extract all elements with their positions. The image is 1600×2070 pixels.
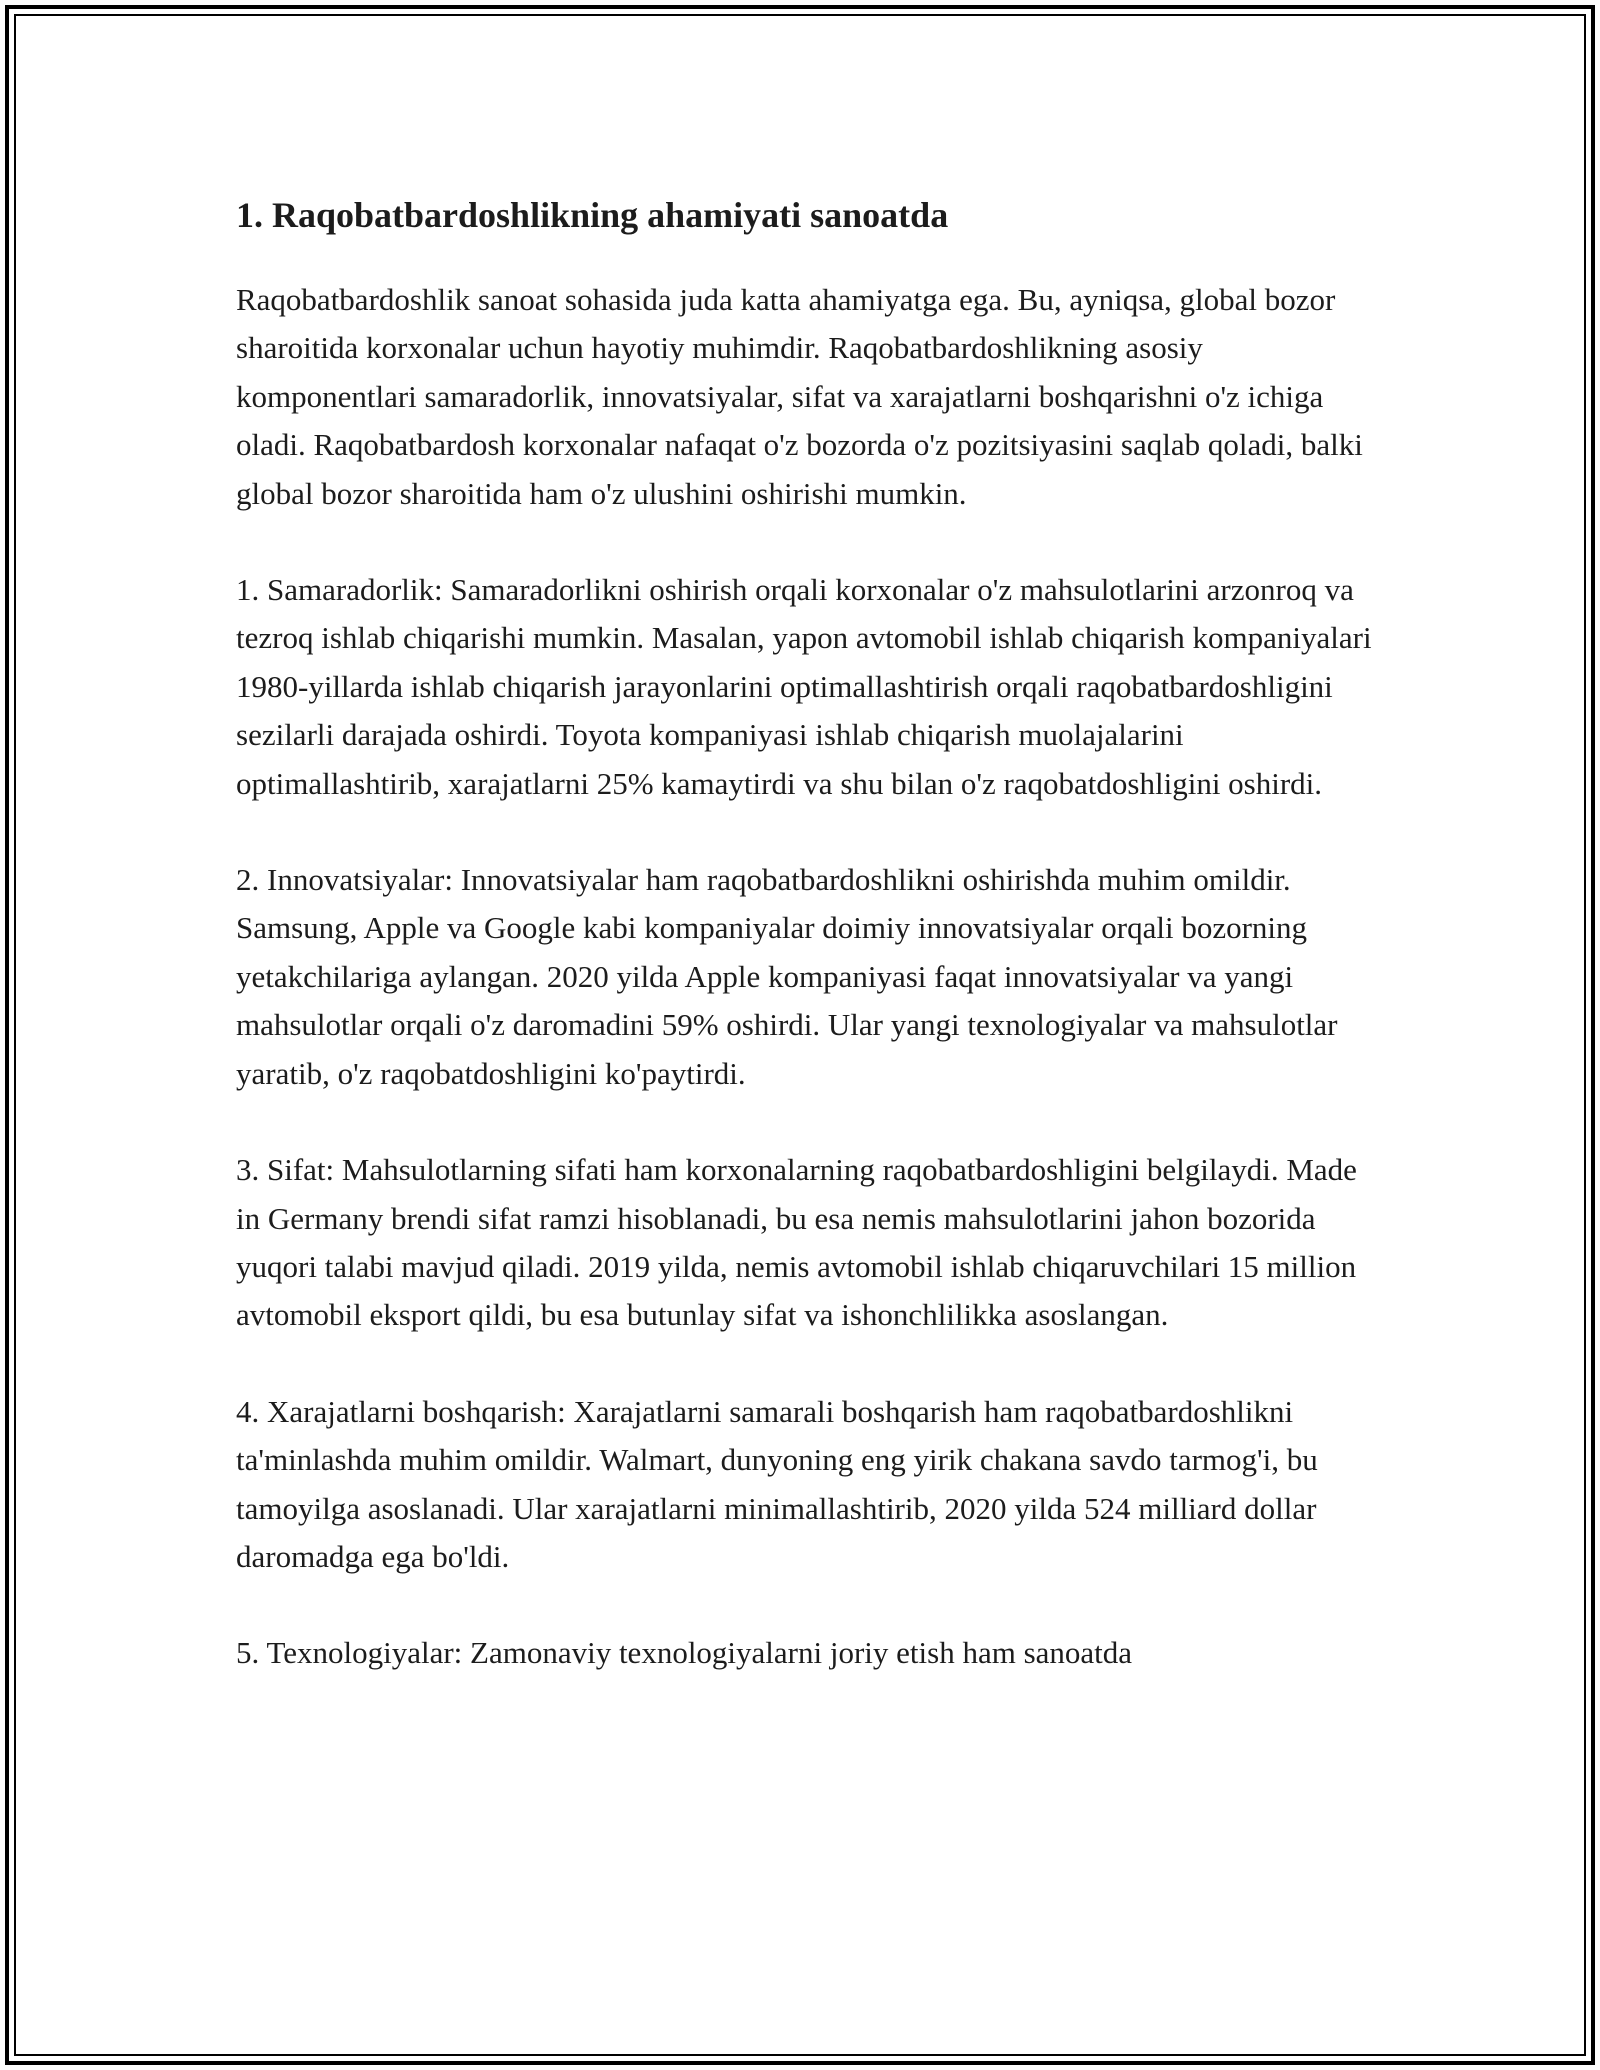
document-page [236,186,1386,1726]
paragraph-cost-management: 4. Xarajatlarni boshqarish: Xarajatlarni samarali boshqarish ham raqobatbardoshlikni ta'minlashda muhim omildir. Walmart, dunyoning eng yirik chakana savdo tarmog'i, bu tamoyilga asoslanadi. Ular xarajatlarni minimallashtirib, 2020 yilda 524 milliard dollar daromadga ega bo'ldi. [236,1393,1318,1574]
intro-paragraph: Raqobatbardoshlik sanoat sohasida juda katta ahamiyatga ega. Bu, ayniqsa, global bozor sharoitida korxonalar uchun hayotiy muhimdir. Raqobatbardoshlikning asosiy komponentlari samaradorlik, innovatsiyalar, sifat va xarajatlarni boshqarishni o'z ichiga oladi. Raqobatbardosh korxonalar nafaqat o'z bozorda o'z pozitsiyasini saqlab qoladi, balki global bozor sharoitida ham o'z ulushini oshirishi mumkin. [236,282,1363,511]
paragraph-efficiency: 1. Samaradorlik: Samaradorlikni oshirish orqali korxonalar o'z mahsulotlarini arzonroq va tezroq ishlab chiqarishi mumkin. Masalan, yapon avtomobil ishlab chiqarish kompaniyalari 1980-yillarda ishlab chiqarish jarayonlarini optimallashtirish orqali raqobatbardoshligini sezilarli darajada oshirdi. Toyota kompaniyasi ishlab chiqarish muolajalarini optimallashtirib, xarajatlarni 25% kamaytirdi va shu bilan o'z raqobatdoshligini oshirdi. [236,572,1372,801]
section-title: 1. Raqobatbardoshlikning ahamiyati sanoatda [236,195,949,235]
paragraph-innovations: 2. Innovatsiyalar: Innovatsiyalar ham raqobatbardoshlikni oshirishda muhim omildir. Samsung, Apple va Google kabi kompaniyalar doimiy innovatsiyalar orqali bozorning yetakchilariga aylangan. 2020 yilda Apple kompaniyasi faqat innovatsiyalar va yangi mahsulotlar orqali o'z daromadini 59% oshirdi. Ular yangi texnologiyalar va mahsulotlar yaratib, o'z raqobatdoshligini ko'paytirdi. [236,862,1338,1091]
paragraph-technologies: 5. Texnologiyalar: Zamonaviy texnologiyalarni joriy etish ham sanoatda [236,1635,1133,1671]
paragraph-quality: 3. Sifat: Mahsulotlarning sifati ham korxonalarning raqobatbardoshligini belgilaydi. Made in Germany brendi sifat ramzi hisoblanadi, bu esa nemis mahsulotlarini jahon bozorida yuqori talabi mavjud qiladi. 2019 yilda, nemis avtomobil ishlab chiqaruvchilari 15 million avtomobil eksport qildi, bu esa butunlay sifat va ishonchlilikka asoslangan. [236,1152,1357,1333]
